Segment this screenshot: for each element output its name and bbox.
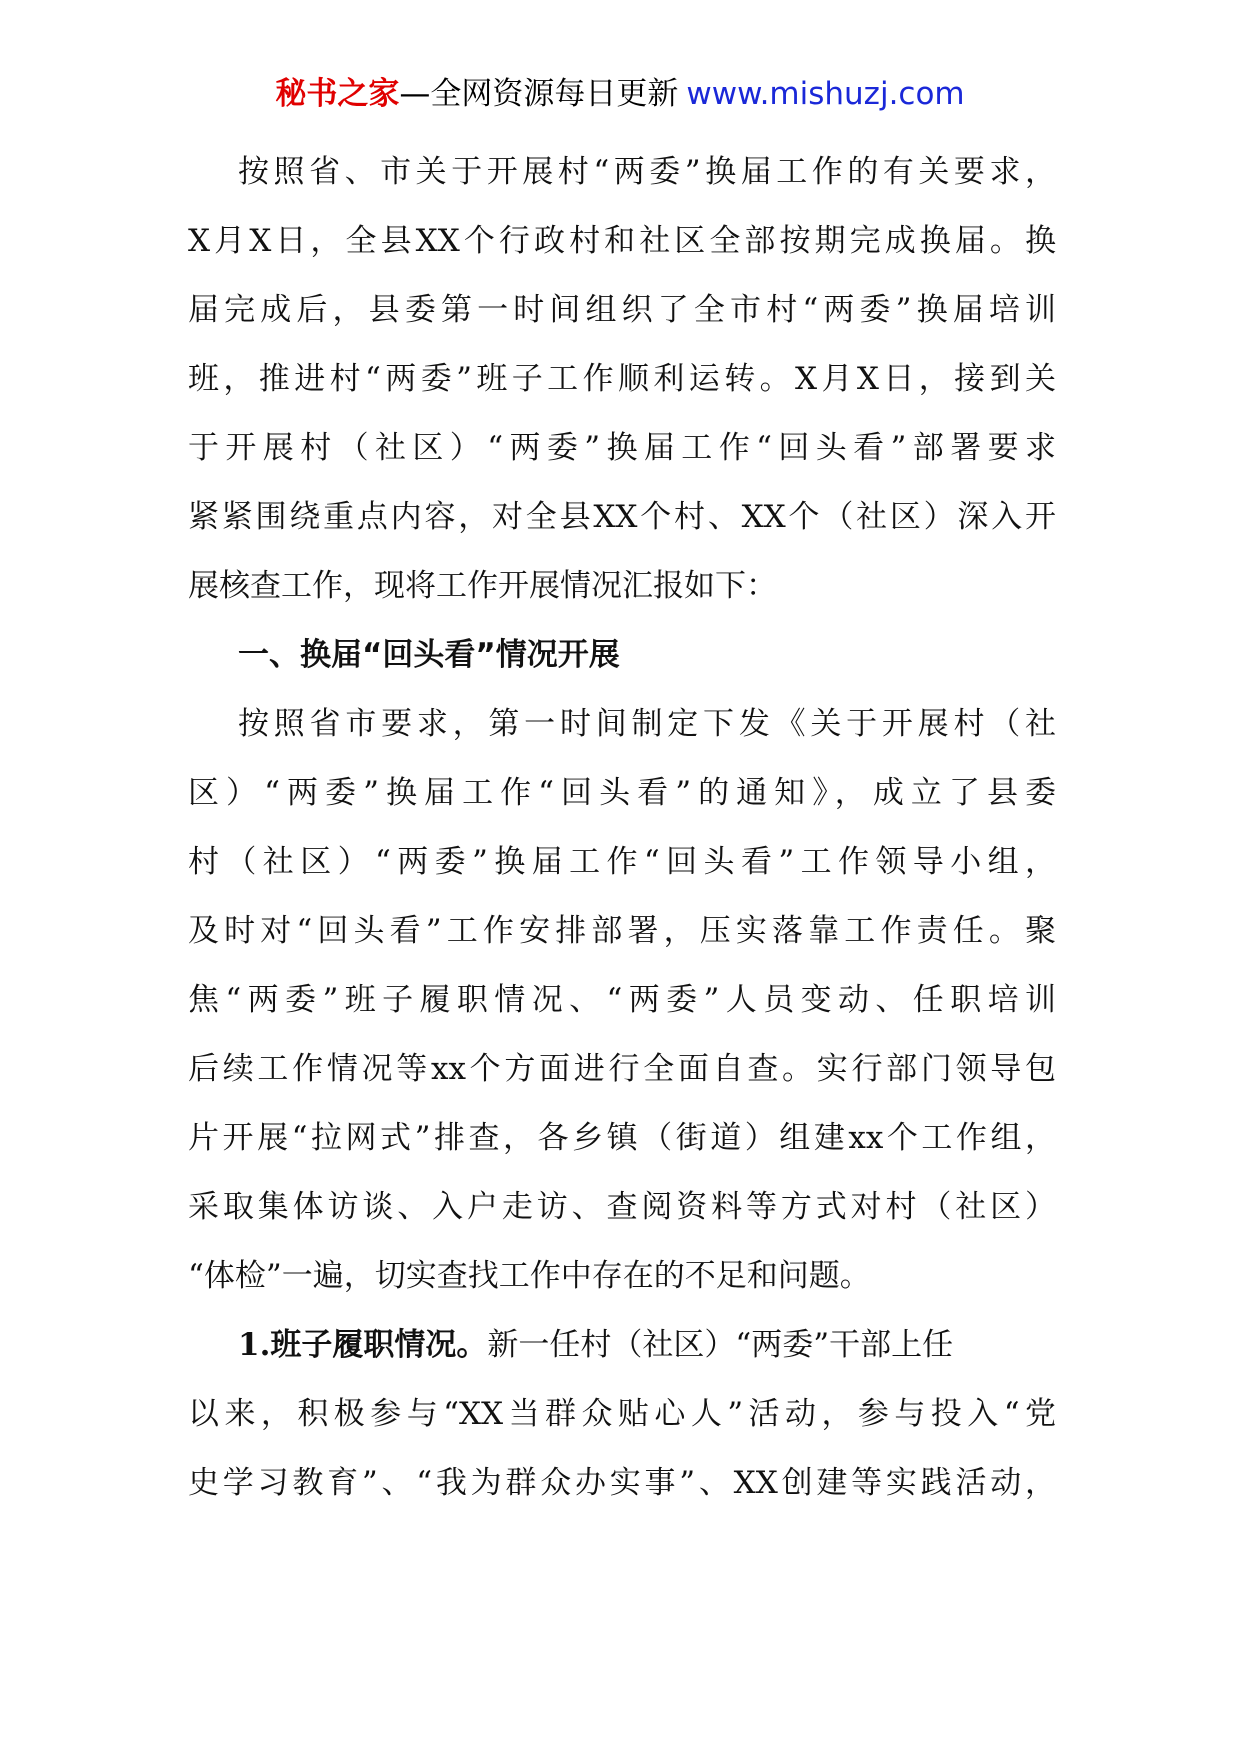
subsection-text: 新一任村（社区）“两委”干部上任: [487, 1327, 954, 1363]
paragraph-line: 紧紧围绕重点内容，对全县XX个村、XX个（社区）深入开: [188, 499, 1056, 535]
paragraph-line: 于开展村（社区）“两委”换届工作“回头看”部署要求: [188, 430, 1056, 466]
paragraph-line: 届完成后，县委第一时间组织了全市村“两委”换届培训: [188, 292, 1056, 328]
paragraph-line: 焦“两委”班子履职情况、“两委”人员变动、任职培训: [188, 982, 1056, 1018]
paragraph-line: 史学习教育”、“我为群众办实事”、XX创建等实践活动，: [188, 1465, 1056, 1501]
paragraph-line: 展核查工作，现将工作开展情况汇报如下：: [188, 568, 777, 604]
subsection-title: 1.班子履职情况。: [238, 1327, 488, 1363]
paragraph-line: 及时对“回头看”工作安排部署，压实落靠工作责任。聚: [188, 913, 1056, 949]
paragraph-line: 按照省、市关于开展村“两委”换届工作的有关要求，: [238, 154, 1056, 190]
brand-name: 秘书之家: [275, 76, 400, 112]
paragraph-line: 采取集体访谈、入户走访、查阅资料等方式对村（社区）: [188, 1189, 1056, 1225]
paragraph-line: X月X日，全县XX个行政村和社区全部按期完成换届。换: [188, 223, 1056, 259]
document-body: [188, 138, 1056, 1518]
paragraph-line: 后续工作情况等xx个方面进行全面自查。实行部门领导包: [188, 1051, 1056, 1087]
paragraph-line: 区）“两委”换届工作“回头看”的通知》，成立了县委: [188, 775, 1056, 811]
subsection-line: [188, 1311, 1056, 1380]
page-header: [0, 72, 1240, 116]
paragraph-line: 村（社区）“两委”换届工作“回头看”工作领导小组，: [188, 844, 1056, 880]
paragraph-line: 班，推进村“两委”班子工作顺利运转。X月X日，接到关: [188, 361, 1056, 397]
paragraph-line: 以来，积极参与“XX当群众贴心人”活动，参与投入“党: [188, 1396, 1056, 1432]
section-heading: 一、换届“回头看”情况开展: [238, 637, 620, 673]
paragraph-line: 按照省市要求，第一时间制定下发《关于开展村（社: [238, 706, 1056, 742]
paragraph-line: 片开展“拉网式”排查，各乡镇（街道）组建xx个工作组，: [188, 1120, 1056, 1156]
site-url-link[interactable]: www.mishuzj.com: [686, 76, 965, 112]
header-tagline: —全网资源每日更新: [399, 76, 679, 112]
paragraph-line: “体检”一遍，切实查找工作中存在的不足和问题。: [188, 1258, 871, 1294]
